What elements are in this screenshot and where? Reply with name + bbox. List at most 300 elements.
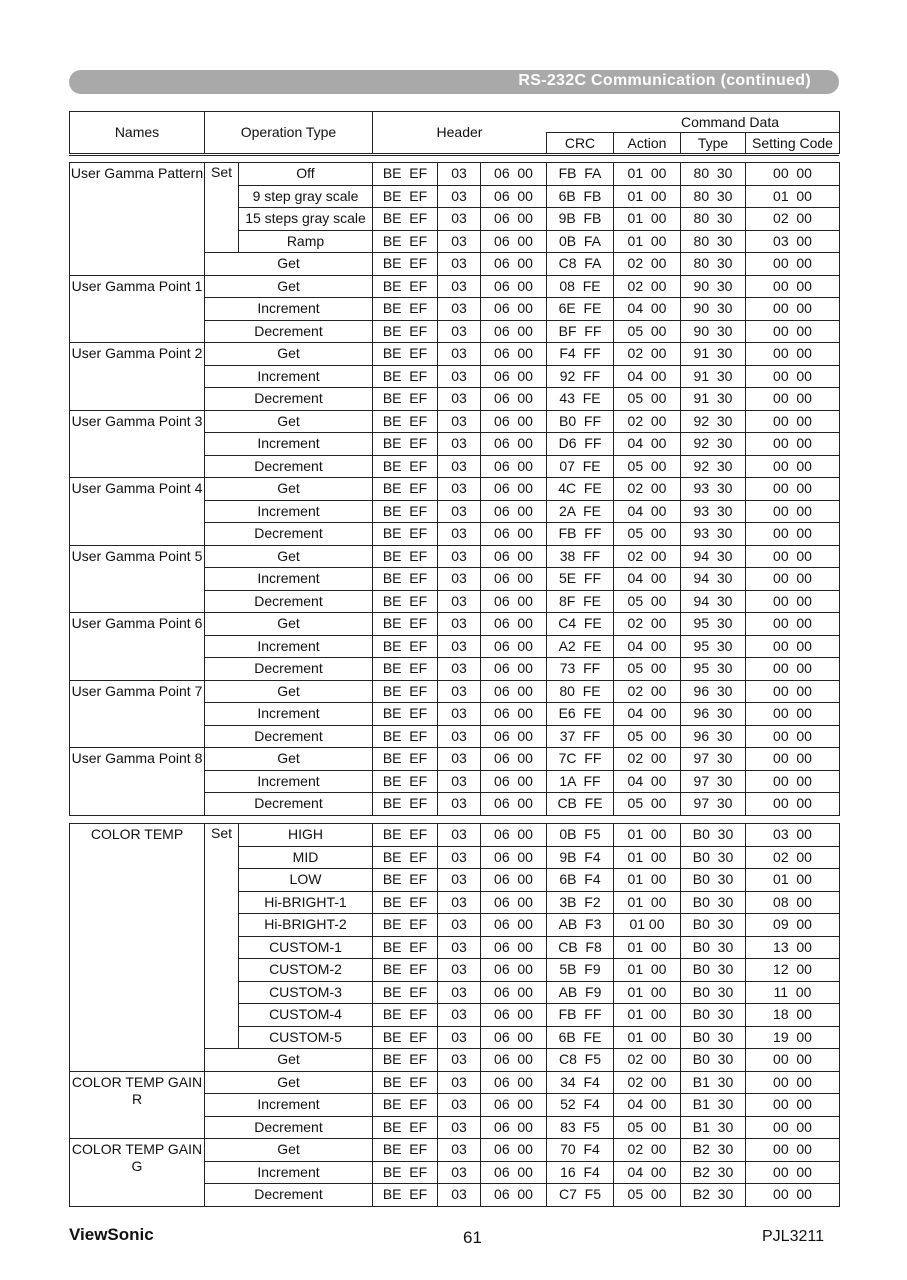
setting-code-cell: 00 00 xyxy=(746,770,840,793)
gamma-command-table xyxy=(69,162,840,816)
operation-cell: Increment xyxy=(205,770,373,793)
operation-cell: Decrement xyxy=(205,725,373,748)
col-crc: CRC xyxy=(547,133,614,154)
header-cell: 06 00 xyxy=(481,365,547,388)
col-type: Type xyxy=(681,133,746,154)
header-cell: 03 xyxy=(438,981,481,1004)
action-cell: 05 00 xyxy=(614,320,681,343)
crc-cell: AB F3 xyxy=(547,914,614,937)
table-row xyxy=(70,1139,840,1162)
group-name: User Gamma Point 3 xyxy=(70,410,205,478)
type-cell: B0 30 xyxy=(681,1004,746,1027)
header-cell: BE EF xyxy=(373,1026,438,1049)
header-cell: 06 00 xyxy=(481,1184,547,1207)
operation-cell: CUSTOM-3 xyxy=(239,981,373,1004)
header-cell: 06 00 xyxy=(481,846,547,869)
header-cell: 03 xyxy=(438,478,481,501)
setting-code-cell: 00 00 xyxy=(746,343,840,366)
model-number: PJL3211 xyxy=(762,1228,824,1245)
operation-cell: Get xyxy=(205,1049,373,1072)
header-cell: 06 00 xyxy=(481,748,547,771)
type-cell: 97 30 xyxy=(681,748,746,771)
type-cell: 95 30 xyxy=(681,613,746,636)
crc-cell: A2 FE xyxy=(547,635,614,658)
group-name: User Gamma Pattern xyxy=(70,163,205,276)
type-cell: 97 30 xyxy=(681,793,746,816)
table-row xyxy=(70,275,840,298)
table-row xyxy=(70,163,840,186)
setting-code-cell: 00 00 xyxy=(746,658,840,681)
table-row xyxy=(70,410,840,433)
crc-cell: 2A FE xyxy=(547,500,614,523)
setting-code-cell: 18 00 xyxy=(746,1004,840,1027)
type-cell: 92 30 xyxy=(681,455,746,478)
header-cell: 06 00 xyxy=(481,568,547,591)
type-cell: 94 30 xyxy=(681,545,746,568)
group-name: User Gamma Point 1 xyxy=(70,275,205,343)
header-cell: 03 xyxy=(438,869,481,892)
header-cell: 03 xyxy=(438,1161,481,1184)
type-cell: B1 30 xyxy=(681,1116,746,1139)
operation-cell: LOW xyxy=(239,869,373,892)
action-cell: 01 00 xyxy=(614,208,681,231)
operation-cell: 15 steps gray scale xyxy=(239,208,373,231)
action-cell: 01 00 xyxy=(614,185,681,208)
operation-cell: Decrement xyxy=(205,455,373,478)
header-cell: 06 00 xyxy=(481,545,547,568)
group-name: User Gamma Point 6 xyxy=(70,613,205,681)
operation-cell: Hi-BRIGHT-1 xyxy=(239,891,373,914)
crc-cell: 43 FE xyxy=(547,388,614,411)
setting-code-cell: 00 00 xyxy=(746,500,840,523)
header-cell: 06 00 xyxy=(481,1071,547,1094)
operation-cell: Get xyxy=(205,1139,373,1162)
crc-cell: 80 FE xyxy=(547,680,614,703)
type-cell: 96 30 xyxy=(681,680,746,703)
operation-cell: CUSTOM-5 xyxy=(239,1026,373,1049)
type-cell: B0 30 xyxy=(681,914,746,937)
operation-cell: Decrement xyxy=(205,793,373,816)
action-cell: 05 00 xyxy=(614,725,681,748)
action-cell: 01 00 xyxy=(614,891,681,914)
setting-code-cell: 00 00 xyxy=(746,590,840,613)
table-row xyxy=(70,680,840,703)
header-cell: 06 00 xyxy=(481,680,547,703)
column-header-table xyxy=(69,111,840,154)
table-row xyxy=(70,478,840,501)
operation-cell: Decrement xyxy=(205,590,373,613)
header-cell: BE EF xyxy=(373,793,438,816)
action-cell: 04 00 xyxy=(614,1094,681,1117)
header-cell: 03 xyxy=(438,545,481,568)
header-cell: 06 00 xyxy=(481,1004,547,1027)
operation-cell: Increment xyxy=(205,1094,373,1117)
type-cell: 95 30 xyxy=(681,658,746,681)
action-cell: 04 00 xyxy=(614,298,681,321)
type-cell: 93 30 xyxy=(681,500,746,523)
header-cell: BE EF xyxy=(373,869,438,892)
action-cell: 04 00 xyxy=(614,433,681,456)
crc-cell: 37 FF xyxy=(547,725,614,748)
setting-code-cell: 02 00 xyxy=(746,846,840,869)
crc-cell: C8 F5 xyxy=(547,1049,614,1072)
header-cell: 03 xyxy=(438,914,481,937)
type-cell: B0 30 xyxy=(681,869,746,892)
crc-cell: 9B FB xyxy=(547,208,614,231)
operation-cell: Get xyxy=(205,1071,373,1094)
action-cell: 04 00 xyxy=(614,770,681,793)
type-cell: 94 30 xyxy=(681,568,746,591)
type-cell: B2 30 xyxy=(681,1184,746,1207)
header-cell: BE EF xyxy=(373,1004,438,1027)
header-cell: BE EF xyxy=(373,320,438,343)
action-cell: 04 00 xyxy=(614,1161,681,1184)
setting-code-cell: 00 00 xyxy=(746,275,840,298)
crc-cell: 5B F9 xyxy=(547,959,614,982)
setting-code-cell: 09 00 xyxy=(746,914,840,937)
header-cell: 03 xyxy=(438,410,481,433)
header-cell: BE EF xyxy=(373,613,438,636)
page-number: 61 xyxy=(463,1228,482,1247)
header-cell: BE EF xyxy=(373,846,438,869)
crc-cell: 3B F2 xyxy=(547,891,614,914)
header-cell: BE EF xyxy=(373,433,438,456)
action-cell: 01 00 xyxy=(614,914,681,937)
group-name: User Gamma Point 8 xyxy=(70,748,205,816)
operation-cell: Increment xyxy=(205,703,373,726)
header-cell: 03 xyxy=(438,1184,481,1207)
crc-cell: 6E FE xyxy=(547,298,614,321)
setting-code-cell: 00 00 xyxy=(746,163,840,186)
setting-code-cell: 00 00 xyxy=(746,523,840,546)
table-row xyxy=(70,545,840,568)
header-cell: 03 xyxy=(438,770,481,793)
header-cell: 03 xyxy=(438,1094,481,1117)
setting-code-cell: 19 00 xyxy=(746,1026,840,1049)
action-cell: 02 00 xyxy=(614,1071,681,1094)
type-cell: B0 30 xyxy=(681,981,746,1004)
header-cell: 03 xyxy=(438,590,481,613)
header-cell: BE EF xyxy=(373,891,438,914)
header-cell: BE EF xyxy=(373,410,438,433)
header-cell: BE EF xyxy=(373,568,438,591)
header-cell: 03 xyxy=(438,846,481,869)
operation-cell: Get xyxy=(205,343,373,366)
header-cell: 06 00 xyxy=(481,410,547,433)
header-cell: 06 00 xyxy=(481,163,547,186)
type-cell: 96 30 xyxy=(681,703,746,726)
setting-code-cell: 01 00 xyxy=(746,869,840,892)
action-cell: 04 00 xyxy=(614,568,681,591)
type-cell: B0 30 xyxy=(681,959,746,982)
crc-cell: 83 F5 xyxy=(547,1116,614,1139)
col-operation-type: Operation Type xyxy=(205,112,373,154)
header-cell: 03 xyxy=(438,1049,481,1072)
header-cell: 06 00 xyxy=(481,824,547,847)
header-cell: BE EF xyxy=(373,635,438,658)
header-cell: 06 00 xyxy=(481,725,547,748)
type-cell: B0 30 xyxy=(681,846,746,869)
header-cell: 06 00 xyxy=(481,1116,547,1139)
header-cell: 06 00 xyxy=(481,230,547,253)
header-cell: BE EF xyxy=(373,703,438,726)
operation-cell: Get xyxy=(205,613,373,636)
header-cell: 03 xyxy=(438,824,481,847)
header-cell: 06 00 xyxy=(481,433,547,456)
type-cell: 93 30 xyxy=(681,523,746,546)
crc-cell: 92 FF xyxy=(547,365,614,388)
operation-cell: Decrement xyxy=(205,1116,373,1139)
header-cell: 03 xyxy=(438,635,481,658)
table-row xyxy=(70,343,840,366)
operation-cell: Increment xyxy=(205,1161,373,1184)
header-cell: BE EF xyxy=(373,959,438,982)
header-cell: 06 00 xyxy=(481,500,547,523)
header-cell: 03 xyxy=(438,275,481,298)
operation-cell: Ramp xyxy=(239,230,373,253)
setting-code-cell: 00 00 xyxy=(746,725,840,748)
action-cell: 01 00 xyxy=(614,981,681,1004)
crc-cell: 9B F4 xyxy=(547,846,614,869)
setting-code-cell: 00 00 xyxy=(746,1071,840,1094)
header-cell: BE EF xyxy=(373,1049,438,1072)
header-cell: 06 00 xyxy=(481,959,547,982)
setting-code-cell: 11 00 xyxy=(746,981,840,1004)
header-cell: BE EF xyxy=(373,914,438,937)
action-cell: 01 00 xyxy=(614,936,681,959)
header-cell: 03 xyxy=(438,891,481,914)
header-cell: BE EF xyxy=(373,725,438,748)
header-cell: BE EF xyxy=(373,680,438,703)
operation-cell: MID xyxy=(239,846,373,869)
operation-cell: Off xyxy=(239,163,373,186)
header-cell: 03 xyxy=(438,936,481,959)
setting-code-cell: 00 00 xyxy=(746,433,840,456)
action-cell: 02 00 xyxy=(614,478,681,501)
header-cell: BE EF xyxy=(373,770,438,793)
operation-cell: Decrement xyxy=(205,523,373,546)
crc-cell: 5E FF xyxy=(547,568,614,591)
type-cell: 91 30 xyxy=(681,388,746,411)
header-cell: BE EF xyxy=(373,163,438,186)
header-cell: BE EF xyxy=(373,500,438,523)
crc-cell: AB F9 xyxy=(547,981,614,1004)
crc-cell: 16 F4 xyxy=(547,1161,614,1184)
header-cell: 03 xyxy=(438,793,481,816)
type-cell: 80 30 xyxy=(681,253,746,276)
header-cell: 03 xyxy=(438,208,481,231)
crc-cell: 52 F4 xyxy=(547,1094,614,1117)
group-name: User Gamma Point 7 xyxy=(70,680,205,748)
crc-cell: 6B FE xyxy=(547,1026,614,1049)
header-cell: 06 00 xyxy=(481,613,547,636)
action-cell: 05 00 xyxy=(614,658,681,681)
action-cell: 02 00 xyxy=(614,1049,681,1072)
crc-cell: CB F8 xyxy=(547,936,614,959)
crc-cell: 4C FE xyxy=(547,478,614,501)
setting-code-cell: 00 00 xyxy=(746,253,840,276)
header-cell: 03 xyxy=(438,163,481,186)
action-cell: 02 00 xyxy=(614,410,681,433)
header-cell: 06 00 xyxy=(481,936,547,959)
header-cell: 03 xyxy=(438,185,481,208)
setting-code-cell: 00 00 xyxy=(746,455,840,478)
section-banner xyxy=(69,70,839,94)
header-cell: 06 00 xyxy=(481,914,547,937)
header-cell: 03 xyxy=(438,253,481,276)
header-cell: 06 00 xyxy=(481,793,547,816)
setting-code-cell: 00 00 xyxy=(746,568,840,591)
crc-cell: 7C FF xyxy=(547,748,614,771)
col-names: Names xyxy=(70,112,205,154)
operation-cell: CUSTOM-4 xyxy=(239,1004,373,1027)
setting-code-cell: 00 00 xyxy=(746,635,840,658)
setting-code-cell: 12 00 xyxy=(746,959,840,982)
header-cell: 06 00 xyxy=(481,253,547,276)
setting-code-cell: 00 00 xyxy=(746,1049,840,1072)
group-name: User Gamma Point 5 xyxy=(70,545,205,613)
header-cell: 03 xyxy=(438,1004,481,1027)
setting-code-cell: 00 00 xyxy=(746,388,840,411)
crc-cell: 08 FE xyxy=(547,275,614,298)
header-cell: 03 xyxy=(438,523,481,546)
setting-code-cell: 00 00 xyxy=(746,1139,840,1162)
action-cell: 05 00 xyxy=(614,388,681,411)
operation-cell: Decrement xyxy=(205,320,373,343)
setting-code-cell: 00 00 xyxy=(746,1094,840,1117)
header-cell: 03 xyxy=(438,658,481,681)
type-cell: 92 30 xyxy=(681,433,746,456)
header-cell: 06 00 xyxy=(481,703,547,726)
type-cell: 90 30 xyxy=(681,320,746,343)
header-cell: 03 xyxy=(438,365,481,388)
crc-cell: FB FF xyxy=(547,523,614,546)
header-cell: 03 xyxy=(438,343,481,366)
crc-cell: FB FF xyxy=(547,1004,614,1027)
header-cell: BE EF xyxy=(373,981,438,1004)
operation-cell: Get xyxy=(205,410,373,433)
action-cell: 04 00 xyxy=(614,500,681,523)
action-cell: 05 00 xyxy=(614,455,681,478)
action-cell: 05 00 xyxy=(614,1116,681,1139)
group-name: User Gamma Point 2 xyxy=(70,343,205,411)
operation-cell: Get xyxy=(205,478,373,501)
type-cell: 96 30 xyxy=(681,725,746,748)
setting-code-cell: 03 00 xyxy=(746,824,840,847)
operation-cell: Decrement xyxy=(205,1184,373,1207)
action-cell: 01 00 xyxy=(614,846,681,869)
setting-code-cell: 00 00 xyxy=(746,1116,840,1139)
col-action: Action xyxy=(614,133,681,154)
crc-cell: 8F FE xyxy=(547,590,614,613)
header-cell: 03 xyxy=(438,725,481,748)
crc-cell: 6B F4 xyxy=(547,869,614,892)
action-cell: 01 00 xyxy=(614,824,681,847)
header-cell: 03 xyxy=(438,613,481,636)
group-name: COLOR TEMP GAIN R xyxy=(70,1071,205,1139)
col-setting-code: Setting Code xyxy=(746,133,840,154)
header-cell: 03 xyxy=(438,1071,481,1094)
operation-cell: HIGH xyxy=(239,824,373,847)
header-cell: 06 00 xyxy=(481,208,547,231)
setting-code-cell: 00 00 xyxy=(746,1161,840,1184)
setting-code-cell: 03 00 xyxy=(746,230,840,253)
brand-name: ViewSonic xyxy=(69,1225,154,1244)
type-cell: 80 30 xyxy=(681,185,746,208)
setting-code-cell: 13 00 xyxy=(746,936,840,959)
header-cell: BE EF xyxy=(373,208,438,231)
group-name: COLOR TEMP GAIN G xyxy=(70,1139,205,1207)
operation-cell: Hi-BRIGHT-2 xyxy=(239,914,373,937)
header-cell: BE EF xyxy=(373,275,438,298)
setting-code-cell: 00 00 xyxy=(746,703,840,726)
crc-cell: 0B F5 xyxy=(547,824,614,847)
header-cell: 06 00 xyxy=(481,1094,547,1117)
setting-code-cell: 00 00 xyxy=(746,748,840,771)
action-cell: 02 00 xyxy=(614,1139,681,1162)
header-cell: 06 00 xyxy=(481,343,547,366)
header-cell: 03 xyxy=(438,388,481,411)
type-cell: 90 30 xyxy=(681,298,746,321)
header-cell: BE EF xyxy=(373,936,438,959)
header-cell: 06 00 xyxy=(481,635,547,658)
header-cell: BE EF xyxy=(373,658,438,681)
crc-cell: C4 FE xyxy=(547,613,614,636)
type-cell: 91 30 xyxy=(681,365,746,388)
header-cell: 03 xyxy=(438,959,481,982)
operation-cell: Increment xyxy=(205,635,373,658)
header-cell: 03 xyxy=(438,1026,481,1049)
header-cell: 03 xyxy=(438,320,481,343)
type-cell: B0 30 xyxy=(681,1049,746,1072)
crc-cell: 38 FF xyxy=(547,545,614,568)
type-cell: B1 30 xyxy=(681,1094,746,1117)
action-cell: 02 00 xyxy=(614,253,681,276)
header-cell: 06 00 xyxy=(481,185,547,208)
action-cell: 02 00 xyxy=(614,275,681,298)
operation-cell: Decrement xyxy=(205,658,373,681)
header-cell: 06 00 xyxy=(481,478,547,501)
header-cell: 06 00 xyxy=(481,1139,547,1162)
header-cell: BE EF xyxy=(373,388,438,411)
action-cell: 02 00 xyxy=(614,613,681,636)
header-cell: 06 00 xyxy=(481,298,547,321)
header-cell: 03 xyxy=(438,680,481,703)
table-row xyxy=(70,824,840,847)
type-cell: B0 30 xyxy=(681,891,746,914)
setting-code-cell: 00 00 xyxy=(746,298,840,321)
operation-cell: Get xyxy=(205,253,373,276)
operation-cell: Increment xyxy=(205,433,373,456)
type-cell: B1 30 xyxy=(681,1071,746,1094)
header-cell: 03 xyxy=(438,1139,481,1162)
header-cell: BE EF xyxy=(373,365,438,388)
set-label: Set xyxy=(205,163,239,253)
operation-cell: Increment xyxy=(205,365,373,388)
header-cell: BE EF xyxy=(373,1139,438,1162)
header-cell: BE EF xyxy=(373,545,438,568)
table-row xyxy=(70,613,840,636)
crc-cell: FB FA xyxy=(547,163,614,186)
table-row xyxy=(70,748,840,771)
type-cell: 97 30 xyxy=(681,770,746,793)
setting-code-cell: 00 00 xyxy=(746,545,840,568)
crc-cell: BF FF xyxy=(547,320,614,343)
crc-cell: E6 FE xyxy=(547,703,614,726)
type-cell: 91 30 xyxy=(681,343,746,366)
action-cell: 01 00 xyxy=(614,1004,681,1027)
action-cell: 05 00 xyxy=(614,523,681,546)
